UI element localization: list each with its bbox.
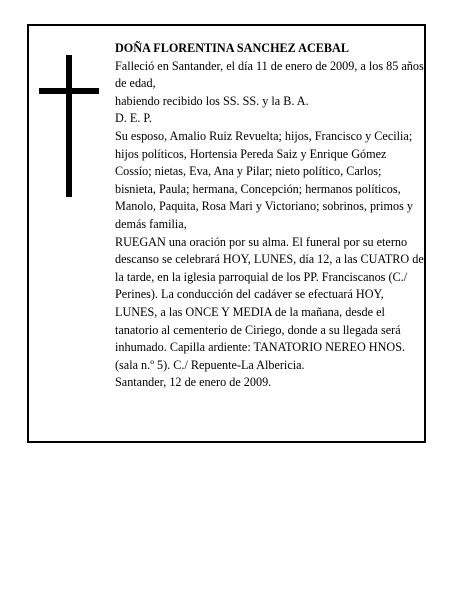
cross-vertical-bar [66,55,72,197]
funeral-details: RUEGAN una oración por su alma. El funeral por su eterno descanso se celebrará HOY, LUNES, día 12, a las CUATRO de la tarde, en la iglesia parroquial de los PP. Franciscanos (C./ Perines). La conducción del cadáver se efectuará HOY, LUNES, a las ONCE Y MEDIA de la mañana, desde el tanatorio al cementerio de Ciriego, donde a su llegada será inhumado. Capilla ardiente: TANATORIO NEREO HNOS. (sala n.º 5). C./ Repuente-La Albericia. [115,234,424,372]
cross-horizontal-bar [39,88,99,94]
family-list: Su esposo, Amalio Ruiz Revuelta; hijos, Francisco y Cecilia; hijos políticos, Hortensia Pereda Saiz y Enrique Gómez Cossío; nietas, Eva, Ana y Pilar; nieto político, Carlos; bisnieta, Paula; hermana, Concepción; hermanos políticos, Manolo, Paquita, Rosa Mari y Victoriano; sobrinos, primos y demás familia, [115,128,413,231]
deceased-name: DOÑA FLORENTINA SANCHEZ ACEBAL [115,41,349,55]
sacraments-line: habiendo recibido los SS. SS. y la B. A. [115,93,309,108]
rip-line: D. E. P. [115,111,152,126]
death-details: Falleció en Santander, el día 11 de enero de 2009, a los 85 años de edad, [115,58,424,91]
notice-text [115,40,425,392]
obituary-notice [27,24,426,443]
date-line: Santander, 12 de enero de 2009. [115,375,272,390]
cross-icon [39,55,99,197]
